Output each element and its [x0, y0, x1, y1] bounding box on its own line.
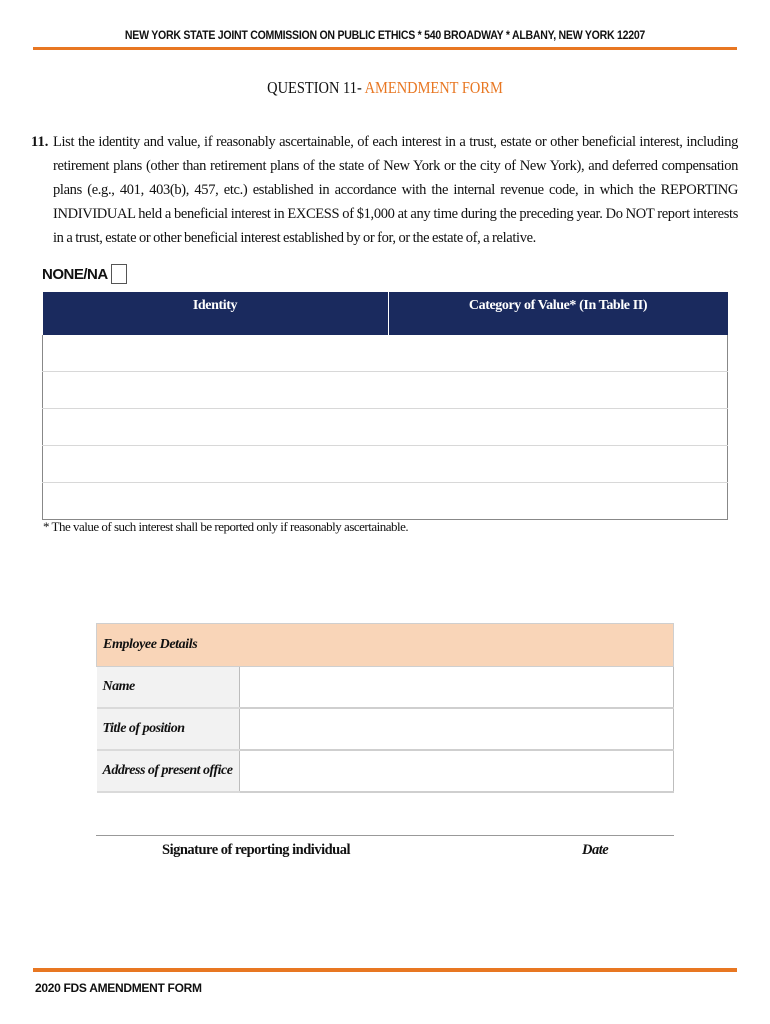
- address-of-present-office-field[interactable]: [239, 750, 674, 792]
- name-field[interactable]: [239, 667, 674, 709]
- title-of-position-field[interactable]: [239, 708, 674, 750]
- question-number: 11.: [31, 134, 49, 150]
- employee-details-table: [96, 623, 674, 793]
- address-of-present-office-label: Address of present office: [97, 750, 240, 792]
- category-cell[interactable]: [388, 372, 728, 409]
- title-prefix: QUESTION 11-: [267, 78, 362, 97]
- table-row: [43, 483, 728, 520]
- category-cell[interactable]: [388, 335, 728, 372]
- question-text: List the identity and value, if reasonably ascertainable, of each interest in a trust, estate or other beneficial interest, including retirement plans (other than retirement plans of the state of New York or the city of New York), and deferred compensation plans (e.g., 401, 403(b), 457, etc.) established in accordance with the internal revenue code, in which the REPORTING INDIVIDUAL held a beneficial interest in EXCESS of $1,000 at any time during the preceding year. Do NOT report interests in a trust, estate or other beneficial interest established by or for, or the estate of, a relative.: [53, 134, 738, 246]
- header-rule: [33, 47, 737, 50]
- agency-header: NEW YORK STATE JOINT COMMISSION ON PUBLIC ETHICS * 540 BROADWAY * ALBANY, NEW YORK 12207: [124, 28, 646, 42]
- table-row: [43, 335, 728, 372]
- question-block: [31, 130, 738, 250]
- category-cell[interactable]: [388, 446, 728, 483]
- employee-details-heading: Employee Details: [97, 624, 674, 667]
- value-footnote: * The value of such interest shall be reported only if reasonably ascertainable.: [43, 519, 409, 534]
- identity-cell[interactable]: [43, 409, 389, 446]
- title-of-position-label: Title of position: [97, 708, 240, 750]
- category-cell[interactable]: [388, 409, 728, 446]
- category-cell[interactable]: [388, 483, 728, 520]
- signature-label: Signature of reporting individual: [162, 842, 351, 858]
- column-header-category-of-value: Category of Value* (In Table II): [388, 292, 728, 335]
- name-label: Name: [97, 667, 240, 709]
- page-title: [58, 78, 713, 98]
- footer-rule: [33, 968, 737, 972]
- interests-table: [42, 292, 728, 520]
- date-label: Date: [582, 842, 609, 858]
- table-row: [43, 409, 728, 446]
- interests-table-header: [43, 292, 728, 335]
- form-name-footer: 2020 FDS AMENDMENT FORM: [35, 981, 202, 995]
- table-row: [43, 446, 728, 483]
- signature-line[interactable]: [96, 835, 674, 836]
- identity-cell[interactable]: [43, 372, 389, 409]
- table-row: [43, 372, 728, 409]
- none-na-option: [42, 264, 127, 284]
- identity-cell[interactable]: [43, 335, 389, 372]
- identity-cell[interactable]: [43, 446, 389, 483]
- none-na-checkbox[interactable]: [111, 264, 127, 284]
- identity-cell[interactable]: [43, 483, 389, 520]
- none-na-label: NONE/NA: [42, 265, 108, 283]
- title-accent: AMENDMENT FORM: [364, 78, 503, 97]
- column-header-identity: Identity: [43, 292, 389, 335]
